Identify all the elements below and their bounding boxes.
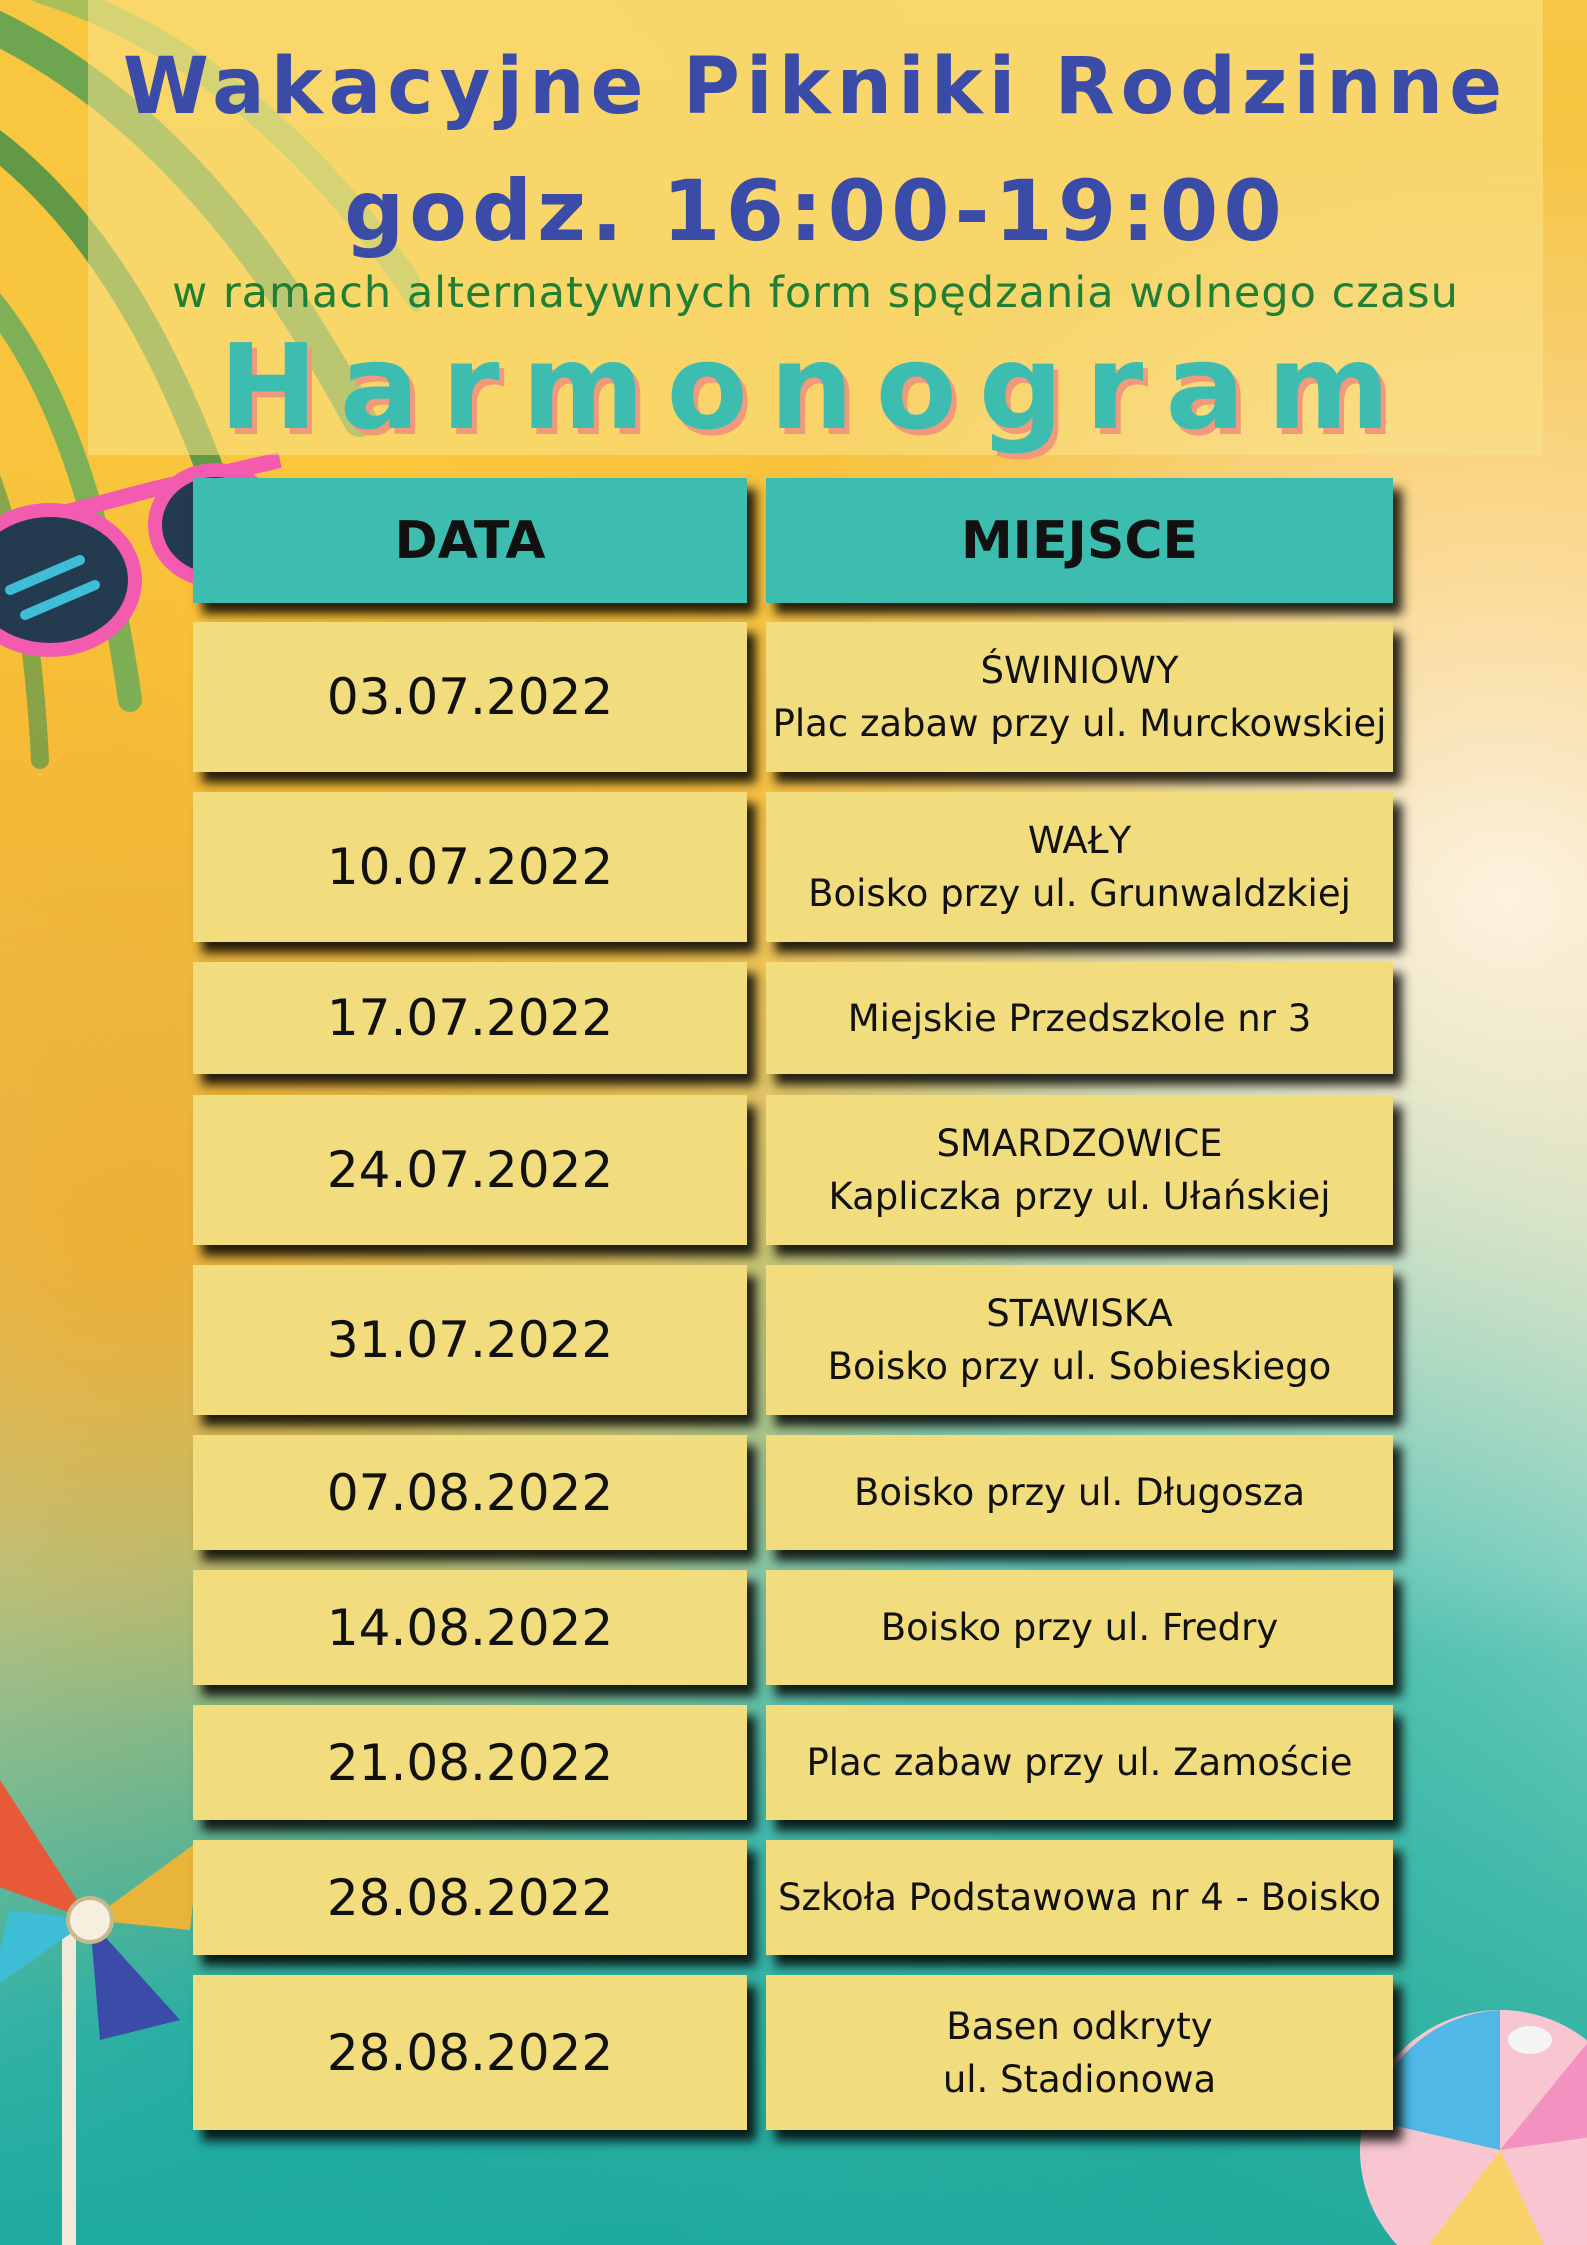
row-2-date: 10.07.2022: [193, 792, 747, 942]
row-9-date: 28.08.2022: [193, 1840, 747, 1955]
row-1-place-line-1: ŚWINIOWY: [980, 649, 1179, 692]
row-4-date: 24.07.2022: [193, 1095, 747, 1245]
row-10-place-line-1: Basen odkryty: [946, 2004, 1213, 2048]
row-6-date: 07.08.2022: [193, 1435, 747, 1550]
row-10-place: [766, 1975, 1393, 2130]
row-3-place-line-1: Miejskie Przedszkole nr 3: [847, 996, 1312, 1040]
row-7-place: [766, 1570, 1393, 1685]
row-1-date: 03.07.2022: [193, 622, 747, 772]
title-line-1: Wakacyjne Pikniki Rodzinne: [122, 42, 1509, 132]
row-1-place-line-2: Plac zabaw przy ul. Murckowskiej: [772, 702, 1387, 745]
schedule-heading: Harmonogram: [219, 318, 1412, 456]
row-5-place-line-1: STAWISKA: [986, 1292, 1173, 1335]
row-8-place-line-1: Plac zabaw przy ul. Zamoście: [806, 1741, 1353, 1784]
subtitle: w ramach alternatywnych form spędzania wolnego czasu: [172, 268, 1459, 318]
row-10-date: 28.08.2022: [193, 1975, 747, 2130]
row-9-place: [766, 1840, 1393, 1955]
title-line-2: godz. 16:00-19:00: [344, 162, 1287, 260]
column-header-date: DATA: [193, 478, 747, 603]
row-7-date: 14.08.2022: [193, 1570, 747, 1685]
row-8-date: 21.08.2022: [193, 1705, 747, 1820]
row-4-place-line-1: SMARDZOWICE: [936, 1122, 1223, 1165]
row-2-place-line-2: Boisko przy ul. Grunwaldzkiej: [808, 872, 1351, 915]
row-4-place-line-2: Kapliczka przy ul. Ułańskiej: [828, 1175, 1331, 1218]
row-2-place: [766, 792, 1393, 942]
row-7-place-line-1: Boisko przy ul. Fredry: [880, 1606, 1279, 1649]
row-5-date: 31.07.2022: [193, 1265, 747, 1415]
row-6-place-line-1: Boisko przy ul. Długosza: [853, 1471, 1306, 1514]
column-header-place: MIEJSCE: [766, 478, 1393, 603]
row-9-place-line-1: Szkoła Podstawowa nr 4 - Boisko: [778, 1876, 1381, 1919]
row-8-place: [766, 1705, 1393, 1820]
row-3-date: 17.07.2022: [193, 962, 747, 1074]
row-6-place: [766, 1435, 1393, 1550]
row-5-place: [766, 1265, 1393, 1415]
row-2-place-line-1: WAŁY: [1027, 819, 1132, 862]
row-3-place: [766, 962, 1393, 1074]
row-10-place-line-2: ul. Stadionowa: [942, 2057, 1217, 2101]
row-4-place: [766, 1095, 1393, 1245]
row-1-place: [766, 622, 1393, 772]
row-5-place-line-2: Boisko przy ul. Sobieskiego: [827, 1345, 1332, 1388]
